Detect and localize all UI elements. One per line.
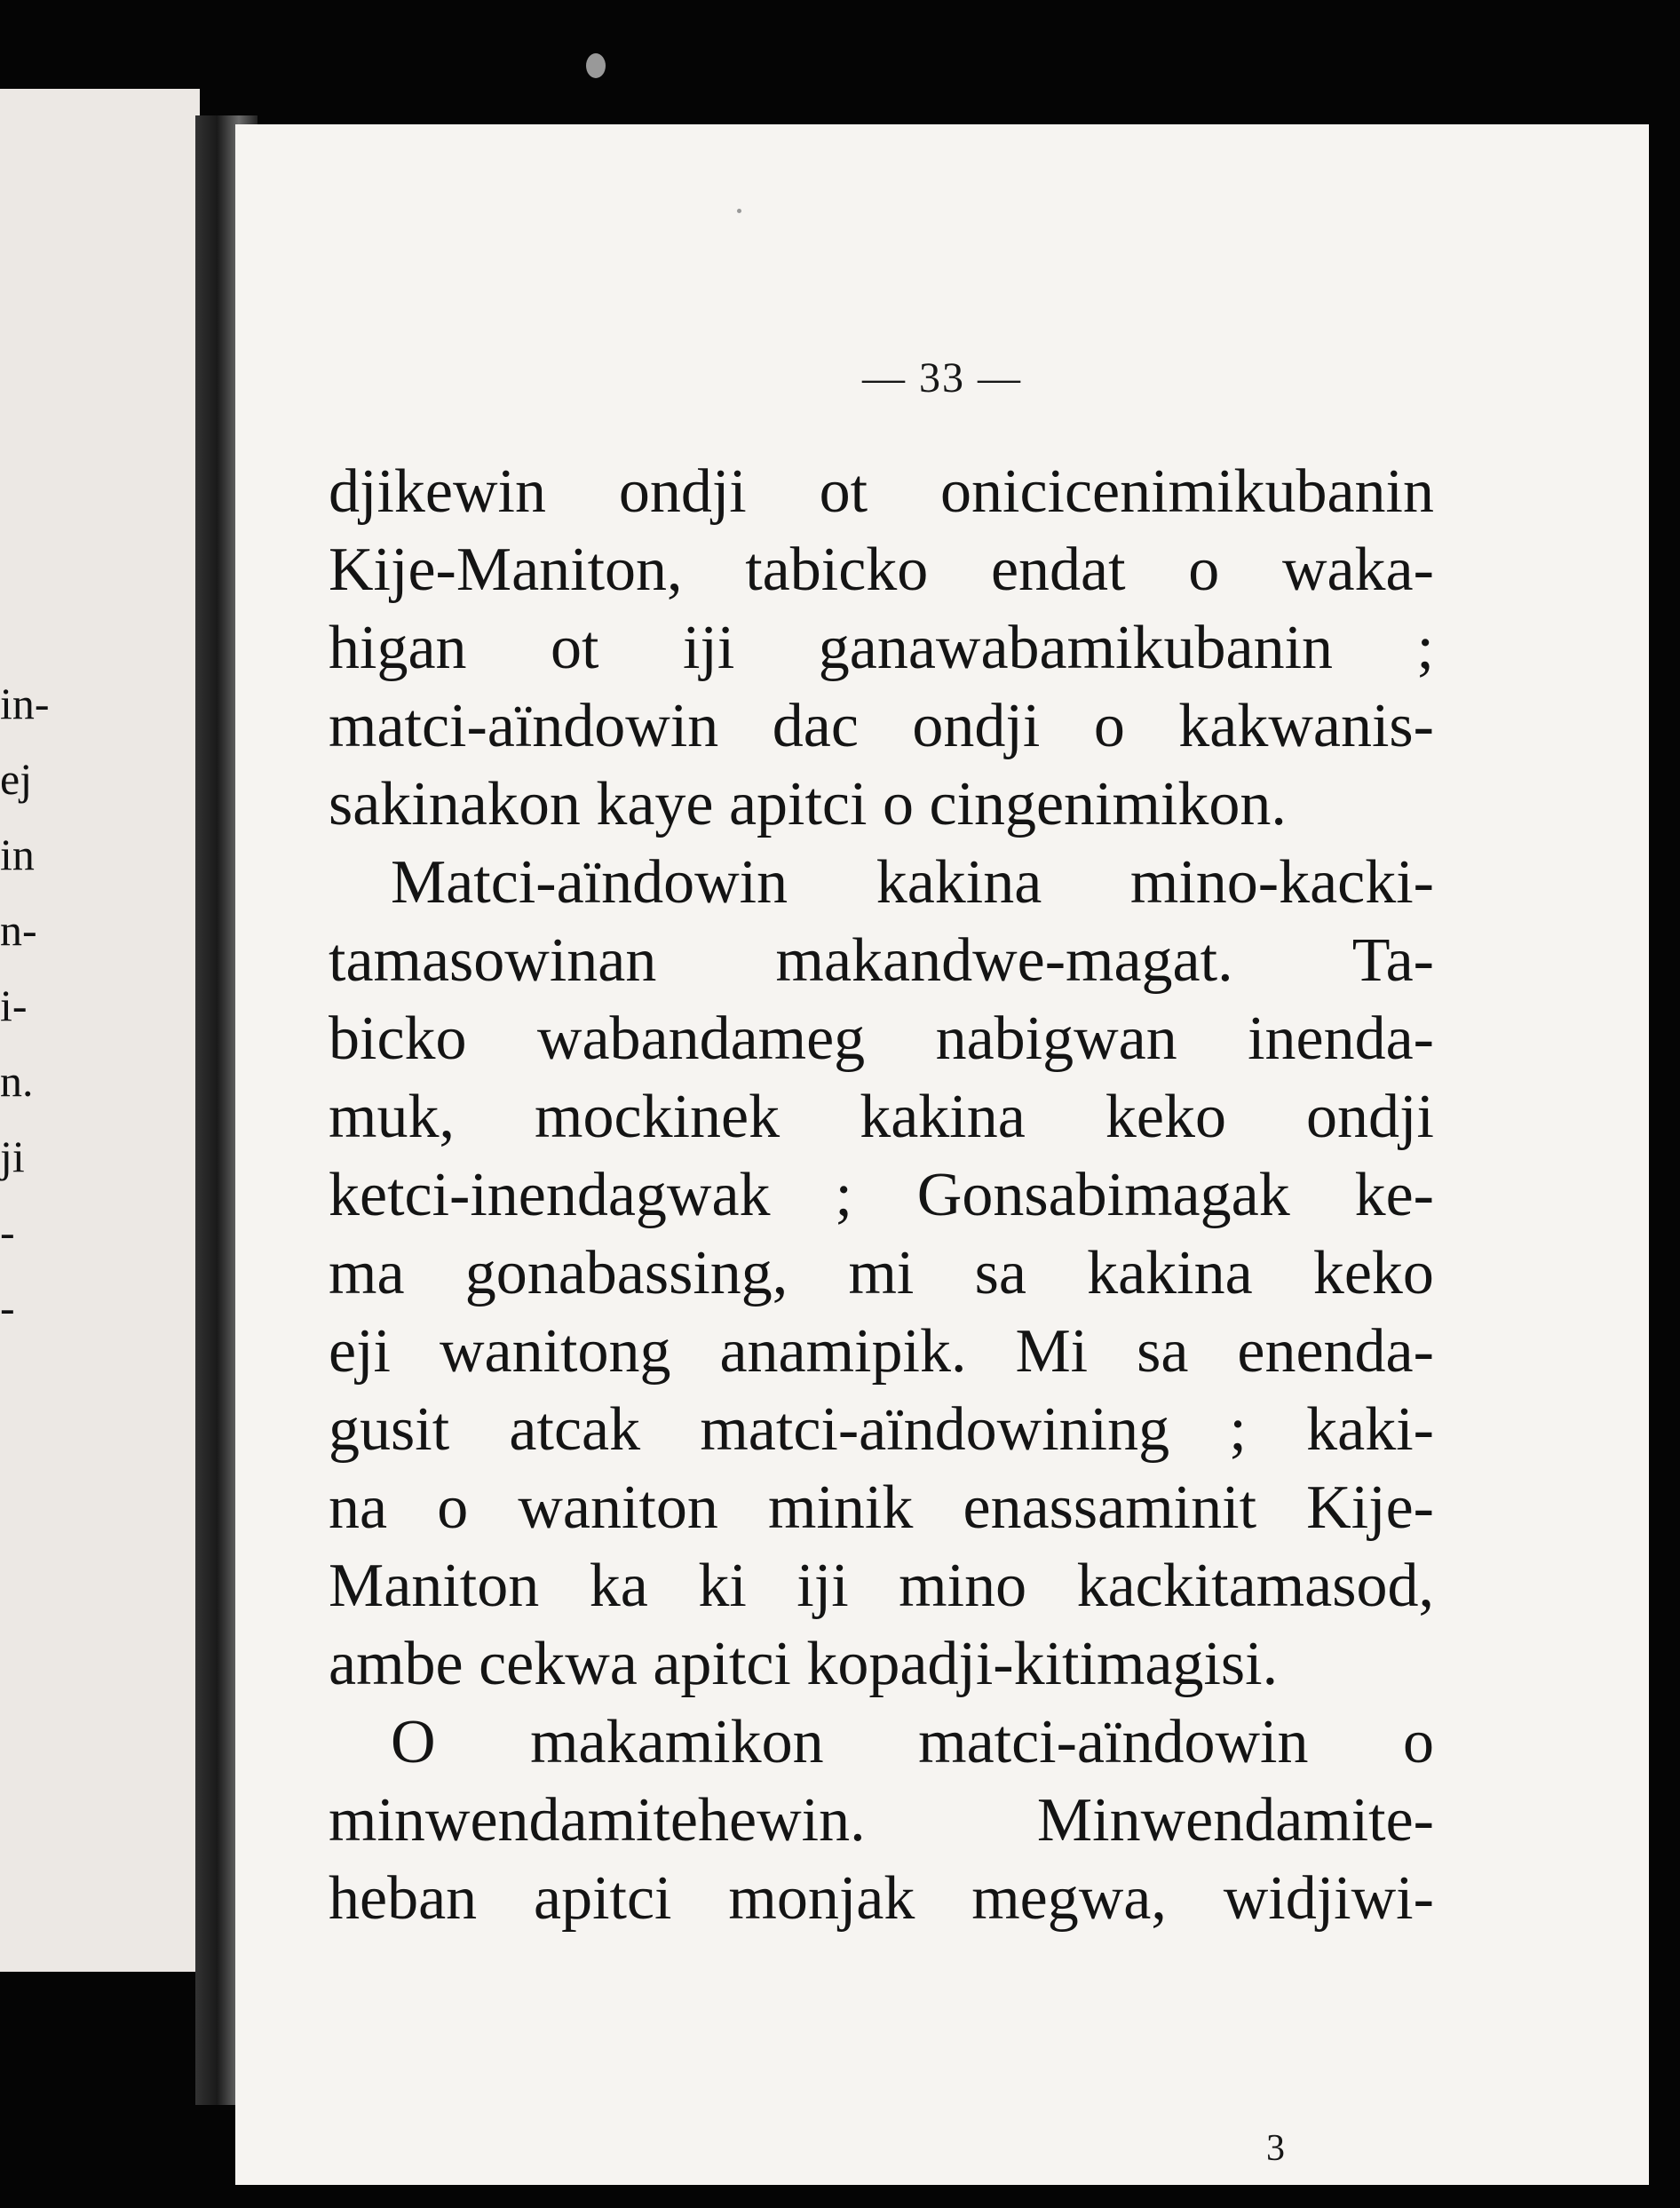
word: Kije- [1306,1473,1434,1542]
word: iji [682,614,735,682]
word: onicicenimikubanin [940,457,1434,526]
page-number: — 33 — [862,354,1022,401]
word: apitci [534,1864,672,1933]
text-line [329,1000,1434,1078]
word: tamasowinan [329,926,657,995]
word: mino [899,1552,1027,1620]
left-page-edge [0,89,200,1972]
word: ketci-inendagwak [329,1161,771,1229]
text-line [329,922,1434,1000]
word: kackitamasod, [1076,1552,1434,1620]
word: mi [848,1239,915,1307]
left-fragment: n- [0,905,37,955]
word: makandwe-magat. [775,926,1233,995]
word: keko [1105,1083,1226,1151]
word: na [329,1473,388,1542]
word: ka [589,1552,648,1620]
word: sa [1137,1317,1189,1386]
text-line [329,453,1434,531]
word: Minwendamite- [1036,1786,1434,1855]
text-line: ambe cekwa apitci kopadji-kitimagisi. [329,1630,1279,1698]
word: ot [819,457,868,526]
word: ot [551,614,599,682]
word: endat [990,536,1126,604]
left-fragment: - [0,1283,15,1332]
text-line [329,1078,1434,1156]
text-line [329,1860,1434,1938]
text-line [329,844,1434,922]
text-line [329,1547,1434,1625]
word: matci-aïndowin [329,692,719,760]
word: gusit [329,1395,450,1464]
word: wanitong [439,1317,671,1386]
dust-speck [586,53,606,78]
word: wabandameg [536,1005,866,1073]
word: kakwanis- [1178,692,1434,760]
dust-speck [737,209,741,213]
word: kakina [876,848,1042,917]
word: O [391,1708,436,1776]
word: ondji [912,692,1041,760]
word: widjiwi- [1223,1864,1434,1933]
word: o [437,1473,469,1542]
word: mino-kacki- [1129,848,1434,917]
text-line [329,1235,1434,1313]
word: muk, [329,1083,455,1151]
word: o [1188,536,1220,604]
left-fragment: i- [0,981,28,1030]
text-line [329,531,1434,609]
left-page-text-fragments [0,666,71,1346]
word: heban [329,1864,478,1933]
word: djikewin [329,457,546,526]
word: bicko [329,1005,467,1073]
word: Matci-aïndowin [391,848,788,917]
right-page [235,124,1649,2185]
word: makamikon [530,1708,824,1776]
word: ; [1416,614,1434,682]
text-line [329,687,1434,766]
word: ma [329,1239,405,1307]
word: waniton [518,1473,718,1542]
signature-mark: 3 [1266,2128,1285,2169]
word: ; [835,1161,852,1229]
word: kakina [860,1083,1026,1151]
text-line [329,1391,1434,1469]
text-line [329,1704,1434,1782]
word: o [1093,692,1125,760]
word: Ta- [1351,926,1434,995]
page-body-text [329,453,1434,1938]
word: Mi [1015,1317,1089,1386]
text-line [329,609,1434,687]
text-line [329,1469,1434,1547]
word: matci-aïndowining [700,1395,1170,1464]
word: Gonsabimagak [916,1161,1290,1229]
word: ; [1229,1395,1247,1464]
word: o [1403,1708,1434,1776]
word: enassaminit [963,1473,1257,1542]
word: enenda- [1237,1317,1434,1386]
left-fragment: in- [0,679,50,728]
left-fragment: in [0,830,35,879]
word: megwa, [971,1864,1167,1933]
text-line [329,1313,1434,1391]
word: atcak [509,1395,641,1464]
word: kaki- [1306,1395,1434,1464]
word: Kije-Maniton, [329,536,683,604]
word: ganawabamikubanin [818,614,1334,682]
word: kakina [1087,1239,1253,1307]
word: nabigwan [935,1005,1177,1073]
word: Maniton [329,1552,540,1620]
word: dac [772,692,859,760]
word: mockinek [535,1083,781,1151]
text-line: sakinakon kaye apitci o cingenimikon. [329,770,1287,838]
word: anamipik. [719,1317,967,1386]
text-line [329,1782,1434,1860]
word: minwendamitehewin. [329,1786,866,1855]
left-fragment: ji [0,1132,25,1181]
word: monjak [728,1864,915,1933]
word: matci-aïndowin [918,1708,1309,1776]
word: eji [329,1317,391,1386]
word: sa [974,1239,1026,1307]
word: minik [768,1473,914,1542]
word: iji [796,1552,849,1620]
word: ki [698,1552,747,1620]
word: higan [329,614,467,682]
word: ondji [618,457,747,526]
word: tabicko [745,536,929,604]
word: ke- [1354,1161,1434,1229]
word: keko [1312,1239,1434,1307]
word: ondji [1306,1083,1434,1151]
text-line [329,1156,1434,1235]
left-fragment: n. [0,1056,34,1106]
left-fragment: - [0,1207,15,1257]
word: waka- [1281,536,1434,604]
left-fragment: ej [0,754,33,804]
word: inenda- [1248,1005,1434,1073]
word: gonabassing, [464,1239,788,1307]
